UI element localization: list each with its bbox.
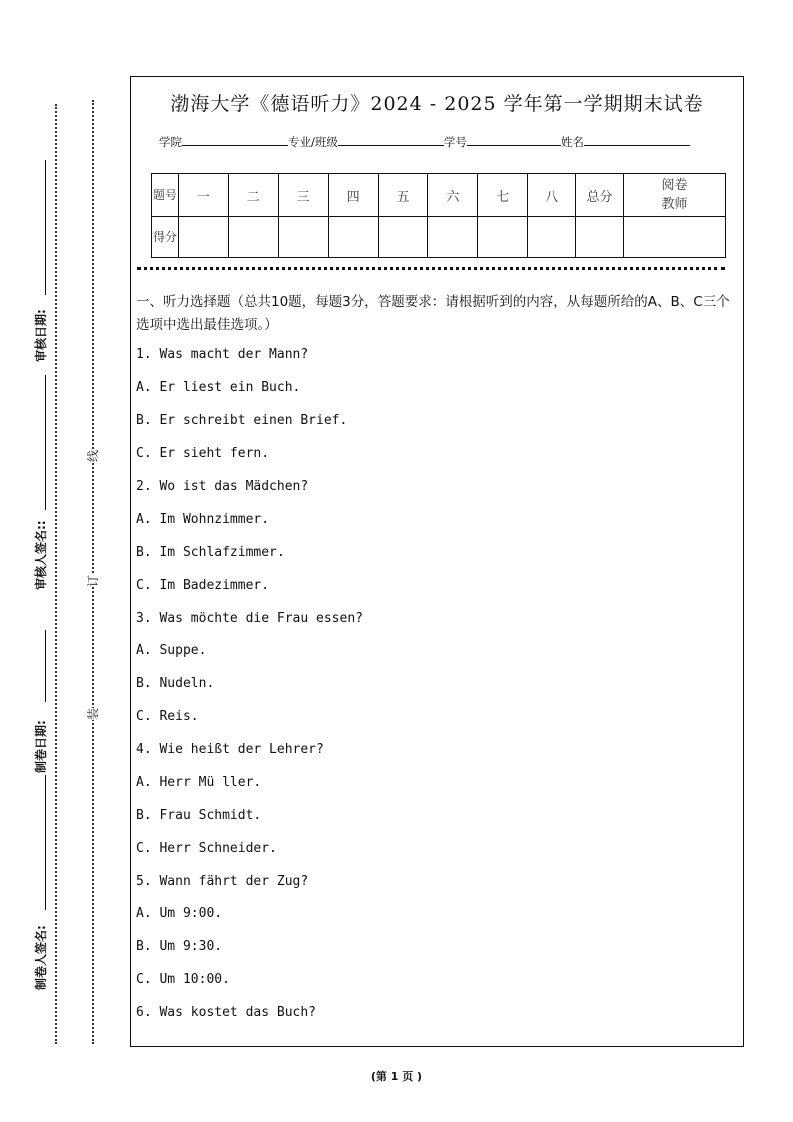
option-line: A. Herr Mü ller.	[136, 775, 262, 790]
section-instructions: 一、听力选择题（总共10题，每题3分，答题要求：请根据听到的内容，从每题所给的A、B、C三个选项中选出最佳选项。）	[136, 294, 730, 333]
option-line: B. Um 9:30.	[136, 939, 223, 954]
exam-frame	[130, 76, 744, 1047]
reviewer-date-line	[45, 160, 46, 295]
section-dotted-separator	[137, 267, 725, 270]
maker-date-label: 制卷日期:	[34, 720, 48, 773]
major-label: 专业/班级	[288, 135, 338, 149]
option-line: C. Reis.	[136, 709, 199, 724]
score-table-score-row	[152, 217, 726, 258]
exam-title: 渤海大学《德语听力》2024 - 2025 学年第一学期期末试卷	[170, 93, 704, 115]
score-header-cell: 题号	[152, 174, 179, 217]
major-class-field[interactable]	[338, 133, 444, 146]
question-line: 2. Wo ist das Mädchen?	[136, 479, 309, 494]
name-label: 姓名	[560, 135, 584, 149]
score-cell[interactable]	[528, 217, 576, 258]
student-id-field[interactable]	[467, 133, 561, 146]
score-cell[interactable]	[428, 217, 478, 258]
binding-dotted-line-outer	[55, 104, 57, 1044]
option-line: B. Frau Schmidt.	[136, 808, 262, 823]
name-field[interactable]	[584, 133, 690, 146]
student-info-row	[159, 133, 690, 150]
college-label: 学院	[159, 135, 182, 149]
page-number: (第 1 页 )	[370, 1070, 423, 1083]
maker-sign-label: 制卷人签名:	[34, 925, 48, 990]
score-header-cell: 一	[178, 174, 228, 217]
maker-sign-line	[45, 775, 46, 910]
score-header-cell: 七	[478, 174, 528, 217]
score-header-cell: 二	[228, 174, 278, 217]
reviewer-sign-label: 审核人签名::	[34, 520, 48, 590]
option-line: A. Suppe.	[136, 643, 207, 658]
option-line: A. Um 9:00.	[136, 906, 223, 921]
binding-zhuang-char: 装	[86, 707, 101, 721]
option-line: C. Herr Schneider.	[136, 841, 277, 856]
score-cell[interactable]	[378, 217, 428, 258]
binding-line-char: 线	[86, 449, 101, 463]
question-line: 1. Was macht der Mann?	[136, 347, 309, 362]
option-line: C. Im Badezimmer.	[136, 578, 270, 593]
score-header-cell: 阅卷教师	[623, 174, 725, 217]
binding-ding-char: 订	[86, 574, 101, 588]
option-line: C. Er sieht fern.	[136, 446, 270, 461]
score-header-cell: 六	[428, 174, 478, 217]
question-line: 6. Was kostet das Buch?	[136, 1005, 317, 1020]
college-field[interactable]	[182, 133, 288, 146]
reviewer-date-label: 审核日期:	[34, 309, 48, 362]
option-line: A. Im Wohnzimmer.	[136, 512, 270, 527]
score-header-cell: 三	[278, 174, 328, 217]
score-cell[interactable]	[228, 217, 278, 258]
option-line: B. Im Schlafzimmer.	[136, 545, 285, 560]
question-line: 4. Wie heißt der Lehrer?	[136, 742, 324, 757]
score-cell[interactable]	[576, 217, 624, 258]
score-table	[151, 173, 726, 258]
score-header-cell: 四	[328, 174, 378, 217]
score-cell[interactable]	[278, 217, 328, 258]
score-cell[interactable]	[623, 217, 725, 258]
score-table-header-row	[152, 174, 726, 217]
score-header-cell: 八	[528, 174, 576, 217]
binding-dotted-line-inner	[92, 100, 94, 1044]
option-line: A. Er liest ein Buch.	[136, 380, 301, 395]
student-id-label: 学号	[443, 135, 467, 149]
option-line: C. Um 10:00.	[136, 972, 230, 987]
score-header-cell: 总分	[576, 174, 624, 217]
score-cell[interactable]	[328, 217, 378, 258]
option-line: B. Nudeln.	[136, 676, 215, 691]
maker-date-line	[45, 630, 46, 702]
question-line: 3. Was möchte die Frau essen?	[136, 611, 363, 626]
score-header-cell: 五	[378, 174, 428, 217]
option-line: B. Er schreibt einen Brief.	[136, 413, 348, 428]
score-cell[interactable]	[178, 217, 228, 258]
score-cell[interactable]	[478, 217, 528, 258]
score-row-label: 得分	[152, 217, 179, 258]
reviewer-sign-line	[45, 375, 46, 510]
question-line: 5. Wann fährt der Zug?	[136, 874, 309, 889]
